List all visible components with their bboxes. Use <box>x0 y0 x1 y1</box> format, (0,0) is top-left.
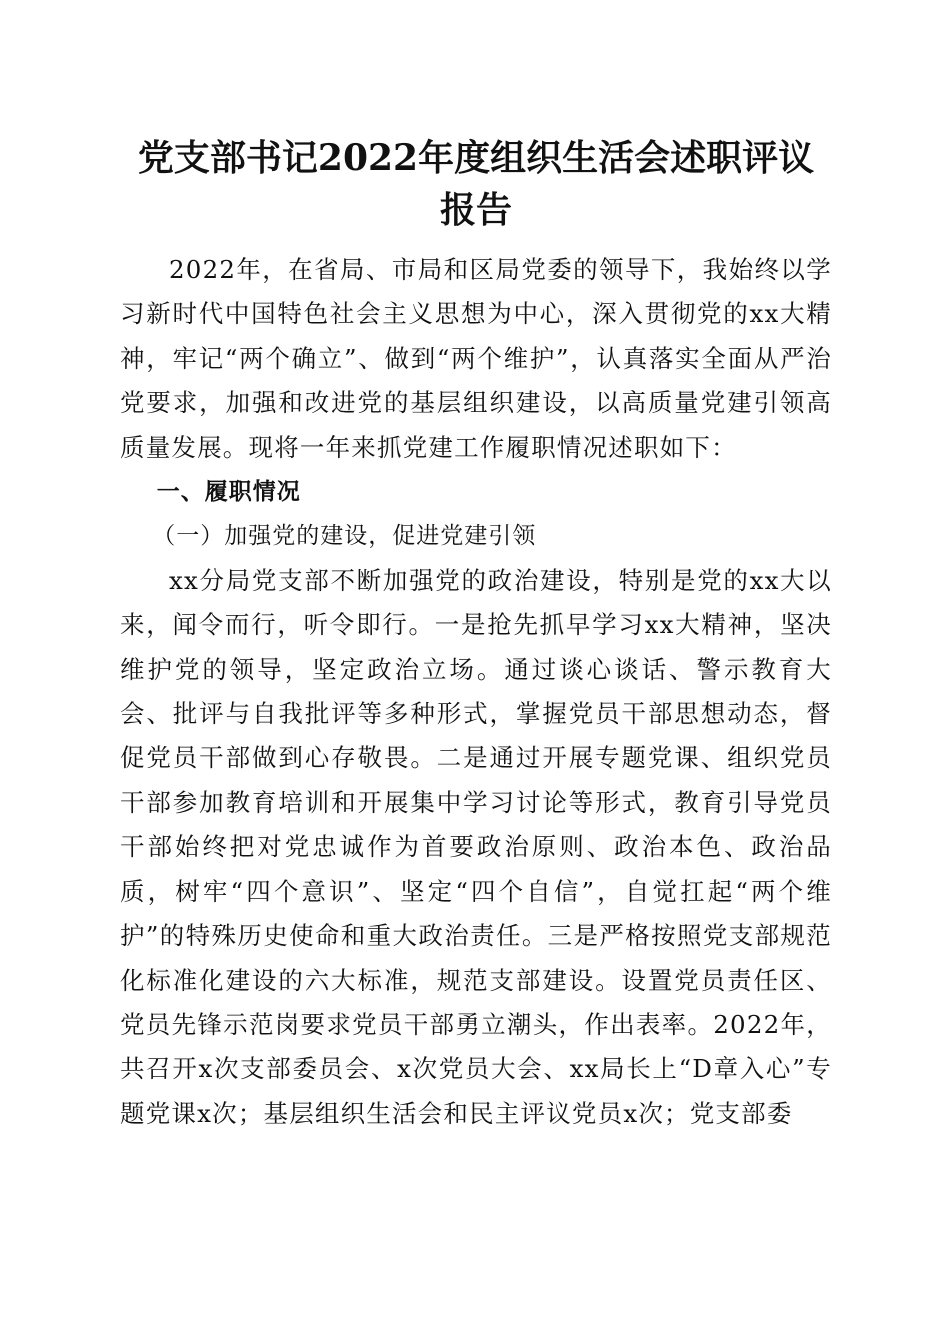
subsection-heading-party-building: （一）加强党的建设，促进党建引领 <box>152 523 537 550</box>
document-body <box>120 248 832 1136</box>
subsection-paragraph-party-building: xx分局党支部不断加强党的政治建设，特别是党的xx大以来，闻令而行，听令即行。一是抢先抓早学习xx大精神，坚决维护党的领导，坚定政治立场。通过谈心谈话、警示教育大会、批评与自我批评等多种形式，掌握党员干部思想动态，督促党员干部做到心存敬畏。二是通过开展专题党课、组织党员干部参加教育培训和开展集中学习讨论等形式，教育引导党员干部始终把对党忠诚作为首要政治原则、政治本色、政治品质，树牢“四个意识”、坚定“四个自信”，自觉扛起“两个维护”的特殊历史使命和重大政治责任。三是严格按照党支部规范化标准化建设的六大标准，规范支部建设。设置党员责任区、党员先锋示范岗要求党员干部勇立潮头，作出表率。2022年，共召开x次支部委员会、x次党员大会、xx局长上“D章入心”专题党课x次；基层组织生活会和民主评议党员x次；党支部委 <box>120 565 832 1128</box>
intro-paragraph: 2022年，在省局、市局和区局党委的领导下，我始终以学习新时代中国特色社会主义思想为中心，深入贯彻党的xx大精神，牢记“两个确立”、做到“两个维护”，认真落实全面从严治党要求，加强和改进党的基层组织建设，以高质量党建引领高质量发展。现将一年来抓党建工作履职情况述职如下： <box>120 255 832 462</box>
document-title: 党支部书记2022年度组织生活会述职评议报告 <box>137 137 815 231</box>
section-heading-performance: 一、履职情况 <box>156 479 301 506</box>
